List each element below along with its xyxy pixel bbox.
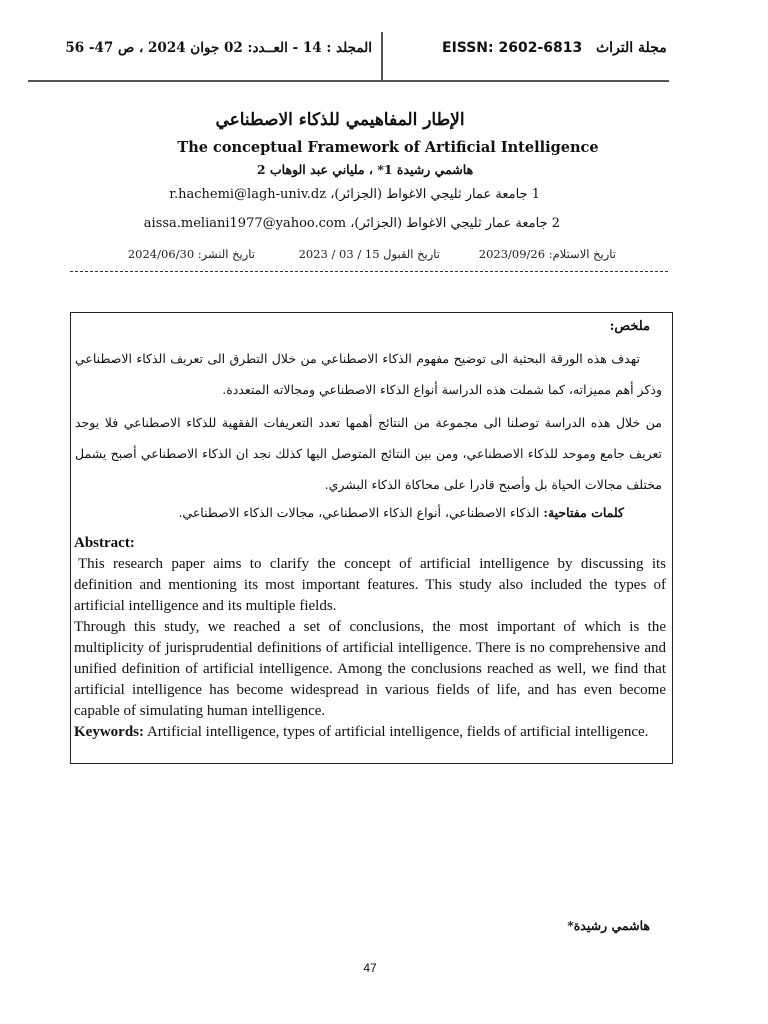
abstract-ar-paragraph-1: تهدف هذه الورقة البحثية الى توضيح مفهوم الذكاء الاصطناعي من خلال التطرق الى تعريف الذكاء الاصطناعي وذكر أهم مميزاته، كما شملت هذه الدراسة أنواع الذكاء الاصطناعي ومجالاته المتعددة. [75, 351, 662, 397]
affiliation-2: 2 جامعة عمار ثليجي الاغواط (الجزائر)، aissa.meliani1977@yahoo.com [143, 216, 560, 231]
keywords-en-label: Keywords: [74, 724, 144, 740]
journal-eissn: EISSN: 2602-6813 [442, 40, 583, 56]
abstract-en-paragraph-1: This research paper aims to clarify the concept of artificial intelligence by discussing its definition and mentioning its most important features. This study also included the types of artificial intelligence and its multiple fields. [74, 556, 666, 614]
affiliation-1: 1 جامعة عمار ثليجي الاغواط (الجزائر)، r.hachemi@lagh-univ.dz [169, 187, 540, 202]
abstract-en-heading: Abstract: [74, 535, 135, 551]
date-accepted: تاريخ القبول 15 / 03 / 2023 [298, 247, 440, 261]
journal-name: مجلة التراث [596, 40, 667, 56]
keywords-ar-text: الذكاء الاصطناعي، أنواع الذكاء الاصطناعي، مجالات الذكاء الاصطناعي. [178, 505, 540, 520]
date-received: تاريخ الاستلام: 2023/09/26 [478, 247, 616, 261]
abstract-ar-keywords [91, 505, 624, 520]
title-english: The conceptual Framework of Artificial Intelligence [177, 139, 599, 156]
date-published: تاريخ النشر: 2024/06/30 [127, 247, 255, 261]
abstract-ar-heading: ملخص: [609, 319, 650, 334]
page-number: 47 [363, 961, 377, 975]
abstract-en-keywords [74, 722, 666, 743]
issue-citation: المجلد : 14 - العــدد: 02 جوان 2024 ، ص 47- 56 [65, 40, 372, 56]
authors-line: هاشمي رشيدة 1* ، ملياني عبد الوهاب 2 [256, 162, 474, 177]
abstract-ar-paragraph-2: من خلال هذه الدراسة توصلنا الى مجموعة من النتائج أهمها تعدد التعريفات الفقهية للذكاء الاصطناعي فلا يوجد تعريف جامع وموحد للذكاء الاصطناعي، ومن بين النتائج المتوصل اليها كذلك نجد ان الذكاء الاصطناعي أصبح يشمل مختلف مجالات الحياة بل وأصبح قادرا على محاكاة الذكاء البشري. [75, 415, 662, 492]
header-rule [28, 80, 669, 82]
abstract-box [70, 312, 673, 764]
author-footnote: هاشمي رشيدة* [567, 918, 650, 933]
dashed-separator [70, 271, 668, 272]
abstract-en-paragraph-2: Through this study, we reached a set of conclusions, the most important of which is the multiplicity of jurisprudential definitions of artificial intelligence. There is no comprehensive and unified definition of artificial intelligence. Among the conclusions reached as well, we find that artificial intelligence has become widespread in various fields of life, and has even become capable of simulating human intelligence. [74, 619, 666, 719]
keywords-ar-label: كلمات مفتاحية: [543, 505, 624, 520]
title-arabic: الإطار المفاهيمي للذكاء الاصطناعي [215, 110, 465, 130]
header-divider [381, 32, 383, 80]
keywords-en-text: Artificial intelligence, types of artificial intelligence, fields of artificial intelligence. [146, 724, 649, 740]
